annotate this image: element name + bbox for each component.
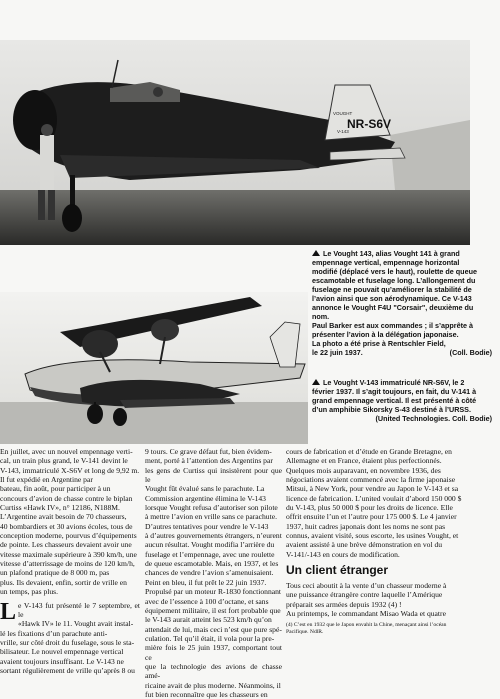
col1-paragraph-2: L e V-143 fut présenté le 7 septembre, et le «Hawk IV» le 11. Vought avait instal- lé les fixations d’un parachute anti- vrille, sur côté droit du fuselage, sous le sta- bilisateur. Le nouvel empennage vertical avaient toujours insuffisant. Le V-143 ne sortant régulièrement de vrille qu’après 8 ou <box>0 598 140 675</box>
footnote: (4) C’est en 1932 que le Japon envahit la Chine, menaçant ainsi l’océan Pacifique. NdlR. <box>286 621 447 635</box>
text-column-3 <box>286 447 494 674</box>
col3-paragraph-1: cours de fabrication et d’étude en Grande Bretagne, en Allemagne et en France, étaient plus perfectionnés. <box>286 447 452 466</box>
triangle-marker-icon <box>312 379 320 385</box>
col3-paragraph-2: Quelques mois auparavant, en novembre 1936, des négociations avaient commencé avec la firme japonaise Mitsui, à New York, pour vendre au Japon le V-143 et sa licence de fabrication. L’united voulait d’abord 150 000 $ du V-143, plus 50 000 $ pour les droits de licence. Elle offrit ensuite l’un et l’autre pour 175 000 $. Le 4 janvier 1937, huit cadres japonais dont les noms ne sont pas connus, avaient visité, sous escorte, les usines Vought, et avaient assisté à une brève démonstration en vol du V-141/-143 en cours de modification. <box>286 465 462 559</box>
caption-mid-credit: (United Technologies. Coll. Bodie) <box>375 414 492 423</box>
tail-marking: NR-S6V <box>347 117 392 131</box>
caption-mid <box>312 378 492 423</box>
caption-mid-text: Le Vought V-143 immatriculé NR-S6V, le 2 février 1937. Il s’agit toujours, en fait, du V-141 à grand empennage vertical. Il est présenté à côté d’un amphibie Sikorsky S-43 destiné à l’URSS. <box>312 378 477 414</box>
caption-top <box>312 249 492 357</box>
text-column-1 <box>0 447 140 674</box>
col1-paragraph-1: En juillet, avec un nouvel empennage verti- cal, un train plus grand, le V-141 devint le V-143, immatriculé X-S6V et long de 9,92 m. Il fut expédié en Argentine par bateau, fin août, pour participer à un concours d’avion de chasse contre le biplan Curtiss «Hawk IV», n° 12186, N188M. L’Argentine avait besoin de 70 chasseurs, 40 bombardiers et 30 avions écoles, tous de conception moderne, pourvus d’équipements de pointe. Les chasseurs devaient avoir une vitesse maximale supérieure à 390 km/h, une vitesse d’atterrissage de moins de 120 km/h, un plafond pratique de 8 000 m, pas plus. Ils devaient, enfin, sortir de vrille en un temps, pas plus. <box>0 447 140 597</box>
tail-type: V-143 <box>337 129 349 134</box>
section-heading: Un client étranger <box>286 563 389 578</box>
col2-paragraph-1: 9 tours. Ce grave défaut fut, bien évidem- ment, porté à l’attention des Argentins par les gens de Curtiss qui insistèrent pour que le Vought fût évalué sans le parachute. La Commission argentine élimina le V-143 lorsque Vought refusa d’autoriser son pilote à mettre l’avion en vrille sans ce parachute. <box>145 447 282 522</box>
photo-vought-143-ground <box>0 40 470 245</box>
caption-top-credit: (Coll. Bodie) <box>449 348 492 357</box>
tail-brand: VOUGHT <box>333 111 353 116</box>
drop-cap: L <box>0 598 17 625</box>
caption-top-text: Le Vought 143, alias Vought 141 à grand empennage vertical, empennage horizontal modifié (déplacé vers le haut), roulette de queue escamotable et fuselage long. L’allongement du fuselage ne pouvait qu’améliorer la stabilité de l’avion ainsi que son aérodynamique. Ce V-143 annonce le Vought F4U "Corsair", deuxième du nom. Paul Barker est aux commandes ; il s’apprête à présenter l’avion à la délégation japonaise. La photo a été prise à Rentschler Field, le 22 juin 1937. <box>312 249 477 357</box>
col2-paragraph-3: Peint en bleu, il fut prêt le 22 juin 1937. Propulsé par un moteur R-1830 fonctionnant avec de l’essence à 100 d’octane, et sans équipement militaire, il est fort probable que le V-143 aurait atteint les 523 km/h qu’on attendait de lui, mais ceci n’est que pure spé- culation. Tel qu’il était, il vola pour la pre- mière fois le 25 juin 1937, comportant tout ce que la technologie des avions de chasse amé- ricaine avait de plus moderne. Néanmoins, il fut bien reconnaître que les chasseurs en <box>145 577 282 699</box>
text-column-2 <box>145 447 282 699</box>
col2-paragraph-2: D’autres tentatives pour vendre le V-143 à d’autres gouvernements étrangers, n’eurent aucun résultat. Vought modifia l’arrière du fuselage et l’empennage, avec une roulette de queue escamotable. Mais, en 1937, et les chances de vendre l’avion s’amenuisaient. <box>145 521 282 578</box>
photo-v143-with-sikorsky <box>0 292 308 444</box>
col3-paragraph-3: Tous ceci aboutit à la vente d’un chasseur moderne à une puissance étrangère contre laquelle l’Amérique préparait ses armées depuis 1932 (4) ! Au printemps, le commandant Misao Wada et quatre <box>286 581 447 619</box>
triangle-marker-icon <box>312 250 320 256</box>
